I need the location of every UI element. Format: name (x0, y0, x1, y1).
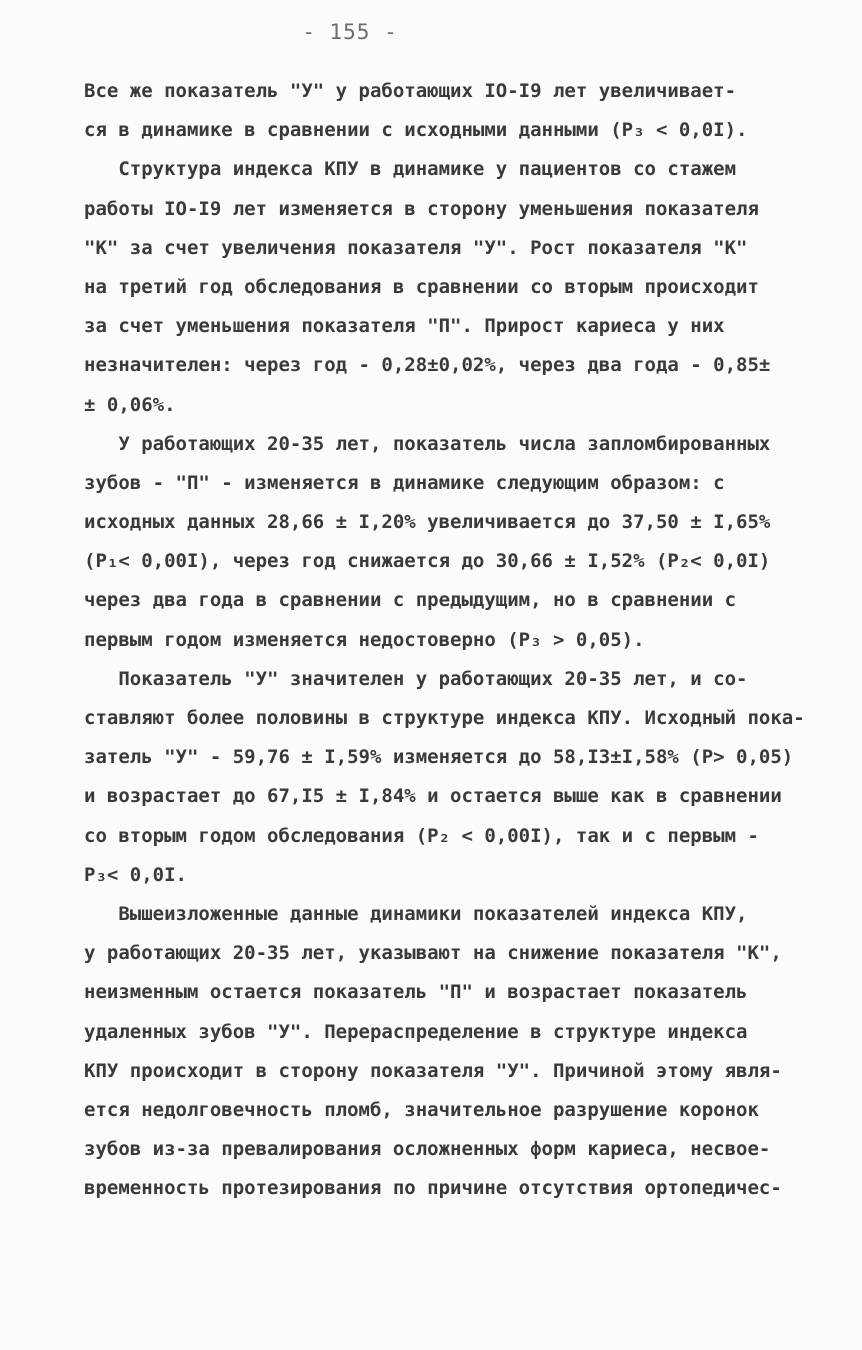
text-line: ся в динамике в сравнении с исходными данными (P₃ < 0,0I). (84, 119, 748, 142)
body-text (84, 72, 805, 1208)
text-line: зубов из-за превалирования осложненных форм кариеса, несвое- (84, 1138, 771, 1161)
text-line: первым годом изменяется недостоверно (P₃ > 0,05). (84, 628, 645, 651)
text-line: незначителен: через год - 0,28±0,02%, через два года - 0,85± (84, 354, 771, 377)
text-line: за счет уменьшения показателя "П". Прирост кариеса у них (84, 315, 725, 338)
text-line: Вышеизложенные данные динамики показателей индекса КПУ, (84, 902, 748, 925)
text-line: зубов - "П" - изменяется в динамике следующим образом: с (84, 471, 725, 494)
text-line: КПУ происходит в сторону показателя "У". Причиной этому явля- (84, 1059, 782, 1082)
text-line: ± 0,06%. (84, 393, 176, 416)
text-line: работы IO-I9 лет изменяется в сторону уменьшения показателя (84, 197, 759, 220)
text-line: и возрастает до 67,I5 ± I,84% и остается выше как в сравнении (84, 785, 782, 808)
text-line: ставляют более половины в структуре индекса КПУ. Исходный пока- (84, 707, 805, 729)
text-line: у работающих 20-35 лет, указывают на снижение показателя "К", (84, 942, 782, 965)
text-line: (P₁< 0,00I), через год снижается до 30,66 ± I,52% (P₂< 0,0I) (84, 550, 771, 573)
text-line: через два года в сравнении с предыдущим, но в сравнении с (84, 589, 737, 612)
text-line: исходных данных 28,66 ± I,20% увеличивается до 37,50 ± I,65% (84, 511, 771, 534)
text-line: временность протезирования по причине отсутствия ортопедичес- (84, 1177, 782, 1200)
text-line: затель "У" - 59,76 ± I,59% изменяется до 58,I3±I,58% (P> 0,05) (84, 746, 794, 769)
page-number: - 155 - (302, 20, 398, 44)
text-line: "К" за счет увеличения показателя "У". Рост показателя "К" (84, 236, 748, 259)
text-line: со вторым годом обследования (P₂ < 0,00I), так и с первым - (84, 824, 759, 847)
text-line: неизменным остается показатель "П" и возрастает показатель (84, 981, 748, 1004)
text-line: на третий год обследования в сравнении со вторым происходит (84, 275, 759, 298)
text-line: Структура индекса КПУ в динамике у пациентов со стажем (84, 158, 737, 181)
text-line: Показатель "У" значителен у работающих 20-35 лет, и со- (84, 667, 748, 690)
text-line: ется недолговечность пломб, значительное разрушение коронок (84, 1098, 759, 1121)
text-line: Все же показатель "У" у работающих IO-I9 лет увеличивает- (84, 80, 737, 102)
text-line: удаленных зубов "У". Перераспределение в структуре индекса (84, 1020, 748, 1043)
text-line: У работающих 20-35 лет, показатель числа запломбированных (84, 432, 771, 455)
text-line: P₃< 0,0I. (84, 863, 187, 886)
